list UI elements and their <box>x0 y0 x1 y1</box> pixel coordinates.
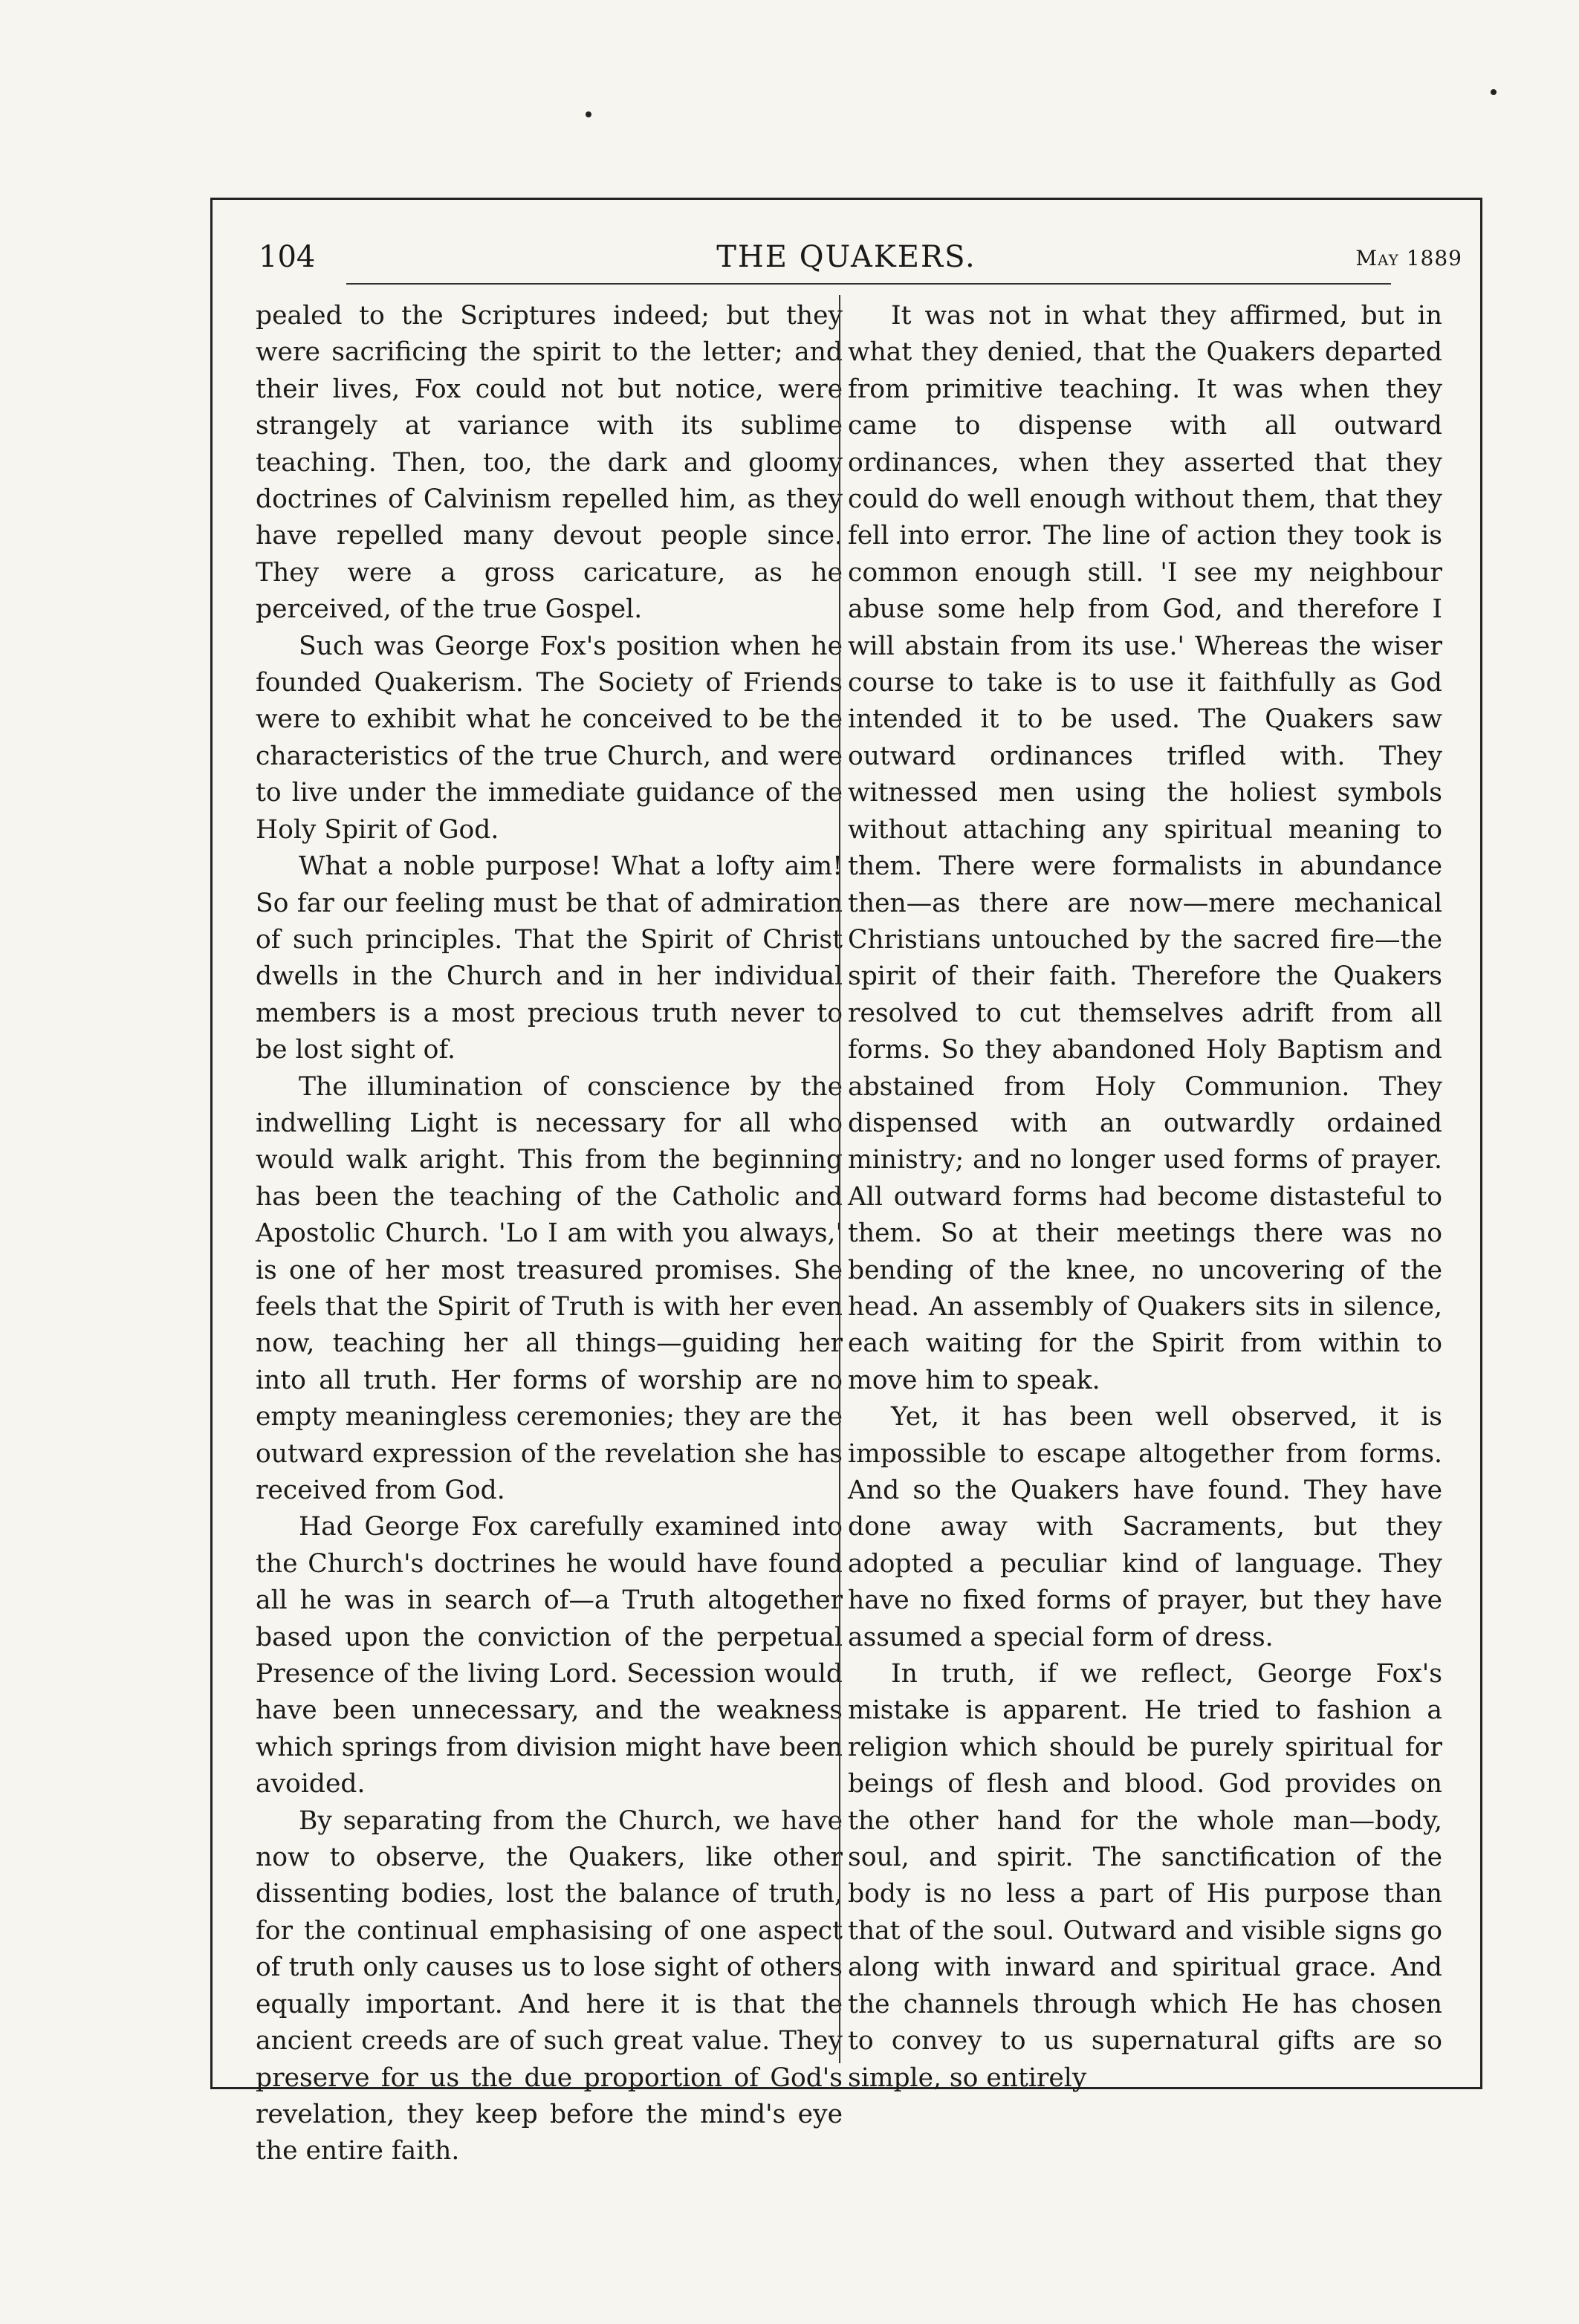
header-rule <box>346 283 1391 285</box>
issue-date: May 1889 <box>1355 246 1462 270</box>
ink-speck-corner <box>1491 89 1497 95</box>
running-header <box>213 200 1480 283</box>
paragraph: The illumination of conscience by the indwelling Light is necessary for all who would walk aright. This from the beginning has been the teaching of the Catholic and Apostolic Church. 'Lo I am with you always,' is one of her most treasured promises. She feels that the Spirit of Truth is with her even now, teaching her all things—guiding her into all truth. Her forms of worship are no empty meaningless ceremonies; they are the outward expression of the revelation she has received from God. <box>256 1071 843 1505</box>
column-divider <box>839 295 840 2063</box>
page-number: 104 <box>259 240 316 274</box>
ink-speck-top <box>586 111 591 117</box>
page-frame <box>210 198 1482 2166</box>
paragraph: It was not in what they affirmed, but in what they denied, that the Quakers departed from primitive teaching. It was when they came to dispense with all outward ordinances, when they asserted that they could do well enough without them, that they fell into error. The line of action they took is common enough still. 'I see my neighbour abuse some help from God, and therefore I will abstain from its use.' Whereas the wiser course to take is to use it faithfully as God intended it to be used. The Quakers saw outward ordinances trifled with. They witnessed men using the holiest symbols without attaching any spiritual meaning to them. There were formalists in abundance then—as there are now—mere mechanical Christians untouched by the sacred fire—the spirit of their faith. Therefore the Quakers resolved to cut themselves adrift from all forms. So they abandoned Holy Baptism and abstained from Holy Communion. They dispensed with an outwardly ordained ministry; and no longer used forms of prayer. All outward forms had become distasteful to them. So at their meetings there was no bending of the knee, no uncovering of the head. An assembly of Quakers sits in silence, each waiting for the Spirit from within to move him to speak. <box>848 301 1442 1395</box>
left-column <box>256 298 843 2170</box>
paragraph: In truth, if we reflect, George Fox's mistake is apparent. He tried to fashion a religion which should be purely spiritual for beings of flesh and blood. God provides on the other hand for the whole man—body, soul, and spirit. The sanctification of the body is no less a part of His purpose than that of the soul. Outward and visible signs go along with inward and spiritual grace. And the channels through which He has chosen to convey to us supernatural gifts are so simple, so entirely <box>848 1659 1442 2093</box>
paragraph: By separating from the Church, we have now to observe, the Quakers, like other dissenting bodies, lost the balance of truth, for the continual emphasising of one aspect of truth only causes us to lose sight of others equally important. And here it is that the ancient creeds are of such great value. They preserve for us the due proportion of God's revelation, they keep before the mind's eye the entire faith. <box>256 1805 843 2166</box>
paragraph: Yet, it has been well observed, it is impossible to escape altogether from forms. And so the Quakers have found. They have done away with Sacraments, but they adopted a peculiar kind of language. They have no fixed forms of prayer, but they have assumed a special form of dress. <box>848 1402 1442 1652</box>
right-column <box>848 298 1442 2097</box>
paragraph: Had George Fox carefully examined into the Church's doctrines he would have found all he was in search of—a Truth altogether based upon the conviction of the perpetual Presence of the living Lord. Secession would have been unnecessary, and the weakness which springs from division might have been avoided. <box>256 1512 843 1799</box>
running-title: THE QUAKERS. <box>716 240 976 274</box>
paragraph: pealed to the Scriptures indeed; but they were sacrificing the spirit to the letter; and their lives, Fox could not but notice, were strangely at variance with its sublime teaching. Then, too, the dark and gloomy doctrines of Calvinism repelled him, as they have repelled many devout people since. They were a gross caricature, as he perceived, of the true Gospel. <box>256 301 843 625</box>
paragraph: What a noble purpose! What a lofty aim! So far our feeling must be that of admiration of such principles. That the Spirit of Christ dwells in the Church and in her individual members is a most precious truth never to be lost sight of. <box>256 851 843 1065</box>
paragraph: Such was George Fox's position when he founded Quakerism. The Society of Friends were to exhibit what he conceived to be the characteristics of the true Church, and were to live under the immediate guidance of the Holy Spirit of God. <box>256 631 843 845</box>
